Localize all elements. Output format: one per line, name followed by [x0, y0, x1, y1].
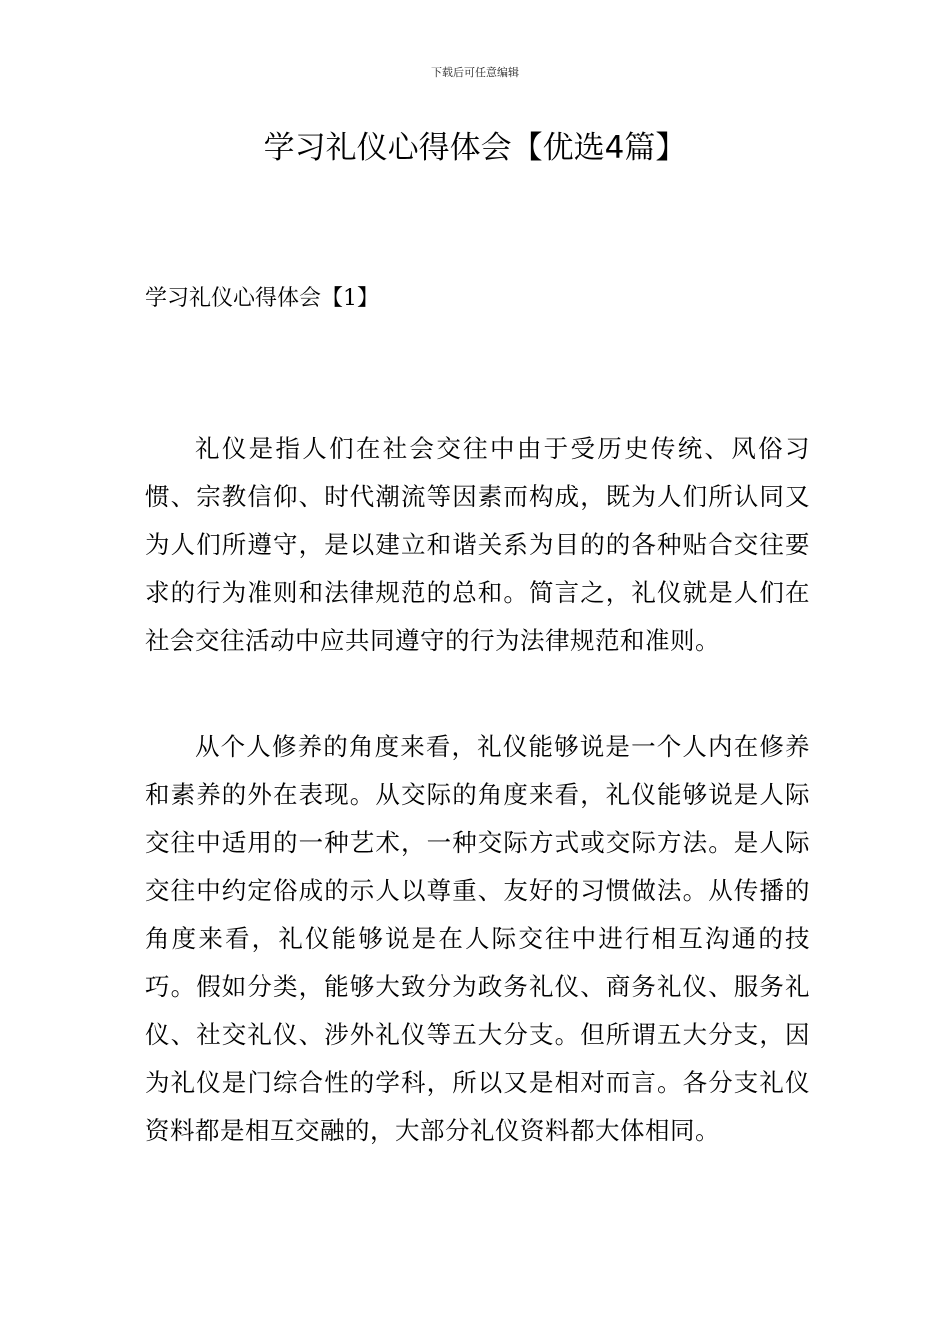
section-heading: 学习礼仪心得体会【1】 [145, 286, 379, 311]
document-title: 学习礼仪心得体会【优选4篇】 [263, 130, 687, 166]
header-note: 下载后可任意编辑 [431, 66, 519, 79]
body-paragraph: 礼仪是指人们在社会交往中由于受历史传统、风俗习惯、宗教信仰、时代潮流等因素而构成，既为人们所认同又为人们所遵守，是以建立和谐关系为目的的各种贴合交往要求的行为准则和法律规范的总和。简言之，礼仪就是人们在社会交往活动中应共同遵守的行为法律规范和准则。 [145, 434, 810, 655]
body-paragraph: 从个人修养的角度来看，礼仪能够说是一个人内在修养和素养的外在表现。从交际的角度来看，礼仪能够说是人际交往中适用的一种艺术，一种交际方式或交际方法。是人际交往中约定俗成的示人以尊重、友好的习惯做法。从传播的角度来看，礼仪能够说是在人际交往中进行相互沟通的技巧。假如分类，能够大致分为政务礼仪、商务礼仪、服务礼仪、社交礼仪、涉外礼仪等五大分支。但所谓五大分支，因为礼仪是门综合性的学科，所以又是相对而言。各分支礼仪资料都是相互交融的，大部分礼仪资料都大体相同。 [145, 732, 810, 1145]
